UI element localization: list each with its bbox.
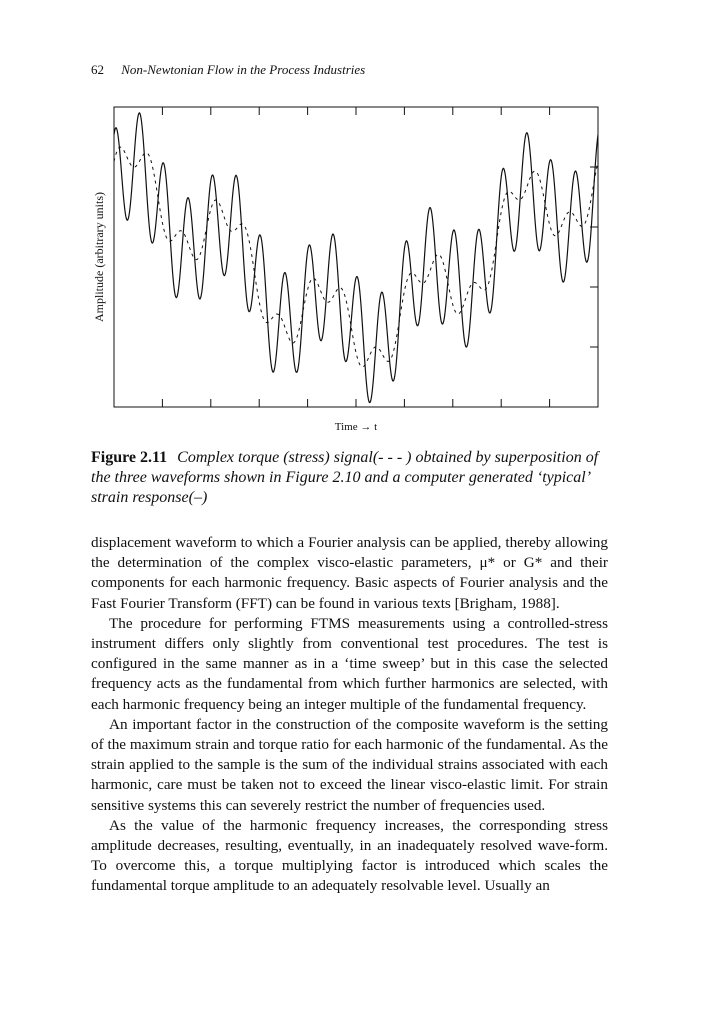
caption-text: Complex torque (stress) signal(- - - ) obtained by superposition of the three waveforms shown in Figure 2.10 and a computer generated ‘typical’ strain response(–) xyxy=(91,449,599,506)
paragraph-3: An important factor in the construction of the composite waveform is the setting of the maximum strain and torque ratio for each harmonic of the fundamental. As the strain applied to the sample is the sum of the individual strains associated with each harmonic, care must be taken not to exceed the linear visco-elastic limit. For strain sensitive systems this can severely restrict the number of frequencies used. xyxy=(91,715,608,814)
plot-frame xyxy=(114,107,598,407)
book-title: Non-Newtonian Flow in the Process Industries xyxy=(121,62,366,77)
waveform-chart xyxy=(0,0,701,440)
page-number: 62 xyxy=(91,62,104,77)
paragraph-1: displacement waveform to which a Fourier analysis can be applied, thereby allowing the determination of the complex visco-elastic parameters, μ* or G* and their components for each harmonic frequency. Basic aspects of Fourier analysis and the Fast Fourier Transform (FFT) can be found in various texts [Brigham, 1988]. xyxy=(91,534,608,612)
plot-series xyxy=(114,113,598,403)
paragraph-2: The procedure for performing FTMS measurements using a controlled-stress instrument differs only slightly from conventional test procedures. The test is configured in the same manner as in a ‘time sweep’ but in this case the selected frequency acts as the fundamental from which further harmonics are selected, with each harmonic frequency being an integer multiple of the fundamental frequency. xyxy=(91,614,608,713)
y-axis-label: Amplitude (arbitrary units) xyxy=(92,192,106,322)
figure-label: Figure 2.11 xyxy=(91,449,168,466)
strain-response-line xyxy=(114,113,598,403)
x-axis-label: Time → t xyxy=(334,421,378,433)
body-text xyxy=(91,533,608,897)
paragraph-4: As the value of the harmonic frequency increases, the corresponding stress amplitude decreases, resulting, eventually, in an inadequately resolved wave-form. To overcome this, a torque multiplying factor is introduced which scales the fundamental torque amplitude to an adequately resolvable level. Usually an xyxy=(91,816,608,895)
figure-caption xyxy=(91,448,611,508)
stress-signal-line xyxy=(114,147,598,367)
